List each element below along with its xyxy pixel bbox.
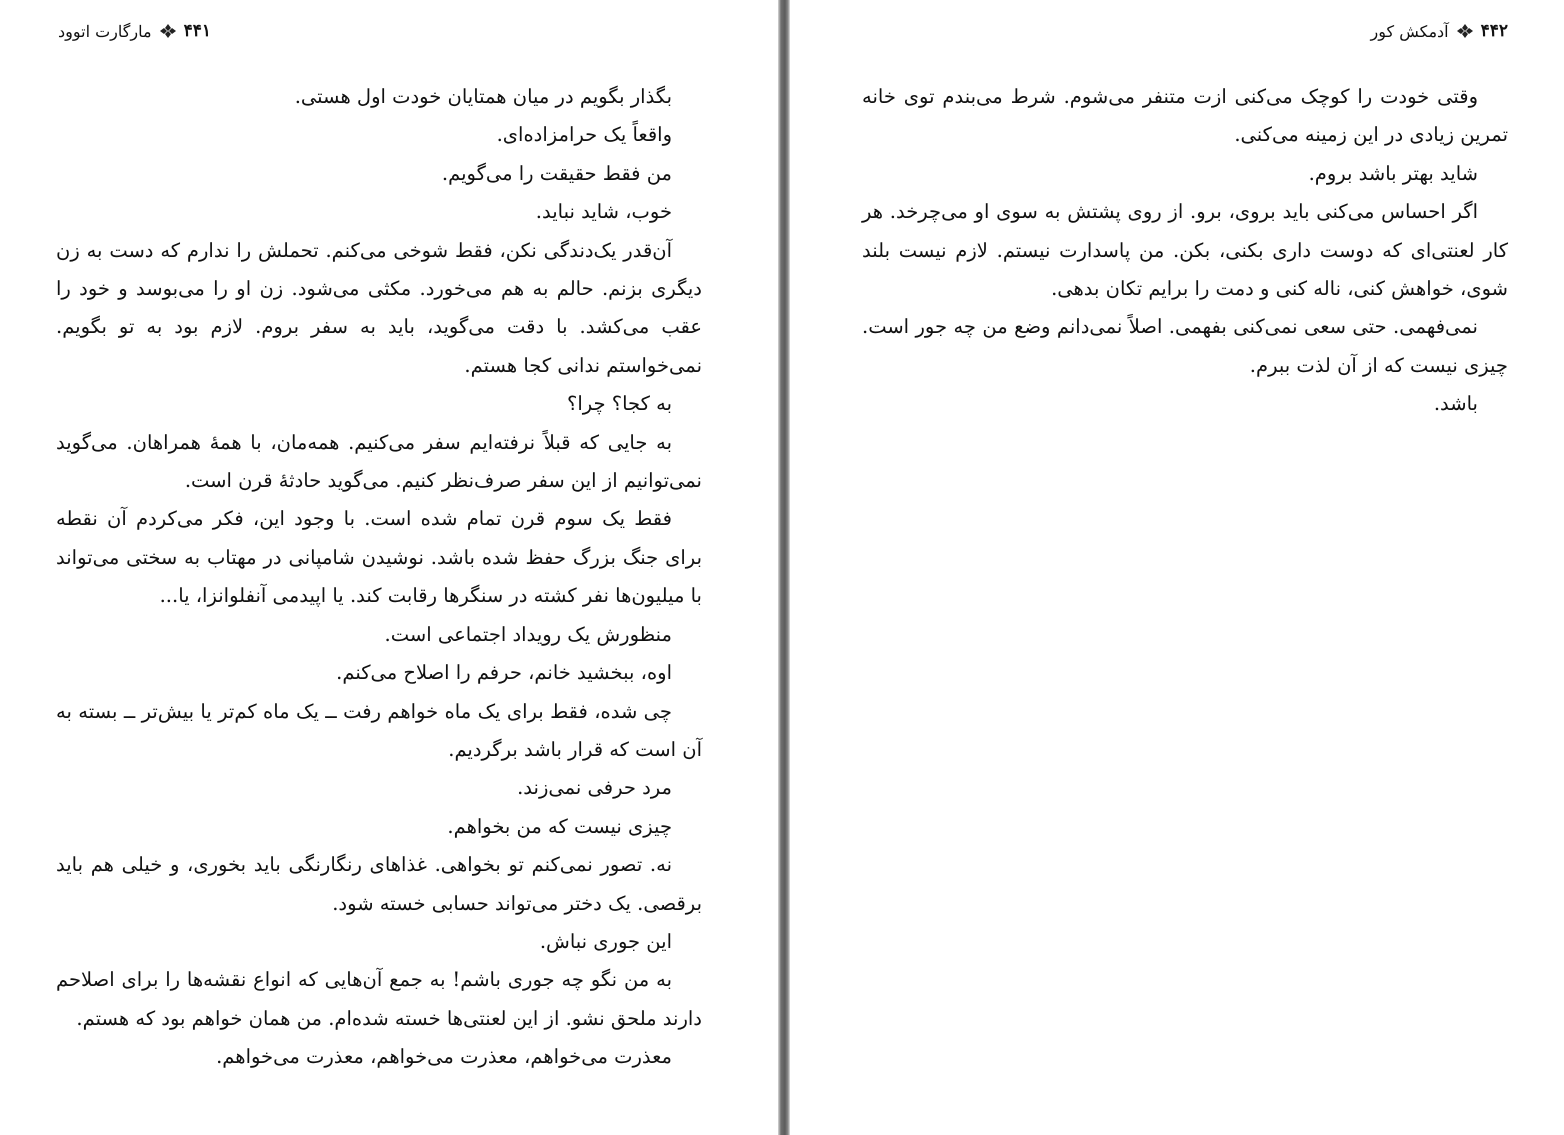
paragraph: اوه، ببخشید خانم، حرفم را اصلاح می‌کنم. (336, 661, 672, 685)
page-number: ۴۴۲ (1480, 21, 1508, 41)
paragraph: به جایی که قبلاً نرفته‌ایم سفر می‌کنیم. همه‌مان، با همهٔ همراهان. می‌گوید نمی‌توانیم از این سفر صرف‌نظر کنیم. می‌گوید حادثهٔ قرن است. (56, 430, 702, 493)
ornament-icon (158, 23, 178, 39)
paragraph: اگر احساس می‌کنی باید بروی، برو. از روی پشتش به سوی او می‌چرخد. هر کار لعنتی‌ای که دوست داری بکنی، بکن. من پاسدارت نیستم. لازم نیست بلند شوی، خواهش کنی، ناله کنی و دمت را برایم تکان بدهی. (862, 200, 1508, 301)
paragraph: فقط یک سوم قرن تمام شده است. با وجود این، فکر می‌کردم آن نقطه برای جنگ بزرگ حفظ شده باشد. نوشیدن شامپانی در مهتاب به سختی می‌تواند با میلیون‌ها نفر کشته در سنگرها رقابت کند. یا اپیدمی آنفلوانزا، یا... (56, 507, 702, 608)
running-head (1371, 21, 1508, 41)
paragraph: به کجا؟ چرا؟ (566, 392, 672, 416)
paragraph: نه. تصور نمی‌کنم تو بخواهی. غذاهای رنگارنگی باید بخوری، و خیلی هم باید برقصی. یک دختر می‌تواند حسابی خسته شود. (56, 853, 702, 915)
paragraph: معذرت می‌خواهم، معذرت می‌خواهم، معذرت می‌خواهم. (216, 1045, 672, 1069)
right-page (790, 0, 1564, 1135)
body-text (56, 78, 702, 1077)
paragraph: آن‌قدر یک‌دندگی نکن، فقط شوخی می‌کنم. تحملش را ندارم که دست به زن دیگری بزنم. حالم به هم می‌خورد. مکثی می‌شود. زن او را می‌بوسد و خود را عقب می‌کشد. با دقت می‌گوید، باید به سفر بروم. لازم بود به تو بگویم. نمی‌خواستم ندانی کجا هستم. (56, 238, 703, 377)
paragraph: شاید بهتر باشد بروم. (1308, 161, 1478, 185)
book-gutter (778, 0, 790, 1135)
paragraph: منظورش یک رویداد اجتماعی است. (384, 622, 672, 646)
page-number: ۴۴۱ (183, 21, 211, 41)
paragraph: به من نگو چه جوری باشم! به جمع آن‌هایی که انواع نقشه‌ها را برای اصلاحم دارند ملحق نشو. از این لعنتی‌ها خسته شده‌ام. من همان خواهم بود که هستم. (56, 968, 702, 1030)
paragraph: بگذار بگویم در میان همتایان خودت اول هستی. (294, 85, 672, 108)
running-head-title: مارگارت اتوود (58, 21, 152, 41)
paragraph: باشد. (1433, 392, 1478, 416)
paragraph: مرد حرفی نمی‌زند. (517, 776, 672, 800)
paragraph: چیزی نیست که من بخواهم. (447, 814, 672, 838)
paragraph: چی شده، فقط برای یک ماه خواهم رفت ــ یک ماه کم‌تر یا بیش‌تر ــ بسته به آن است که قرار باشد برگردیم. (56, 699, 702, 761)
body-text (862, 78, 1508, 424)
ornament-icon (1455, 23, 1475, 39)
running-head-title: آدمکش کور (1370, 21, 1449, 41)
left-page (0, 0, 778, 1135)
paragraph: نمی‌فهمی. حتی سعی نمی‌کنی بفهمی. اصلاً نمی‌دانم وضع من چه جور است. چیزی نیست که از آن لذت ببرم. (862, 315, 1508, 377)
paragraph: من فقط حقیقت را می‌گویم. (441, 161, 672, 185)
paragraph: خوب، شاید نباید. (535, 200, 672, 224)
paragraph: این جوری نباش. (539, 929, 672, 953)
running-head (58, 21, 211, 41)
paragraph: وقتی خودت را کوچک می‌کنی ازت متنفر می‌شوم. شرط می‌بندم توی خانه تمرین زیادی در این زمینه می‌کنی. (862, 85, 1508, 147)
paragraph: واقعاً یک حرامزاده‌ای. (496, 123, 672, 147)
